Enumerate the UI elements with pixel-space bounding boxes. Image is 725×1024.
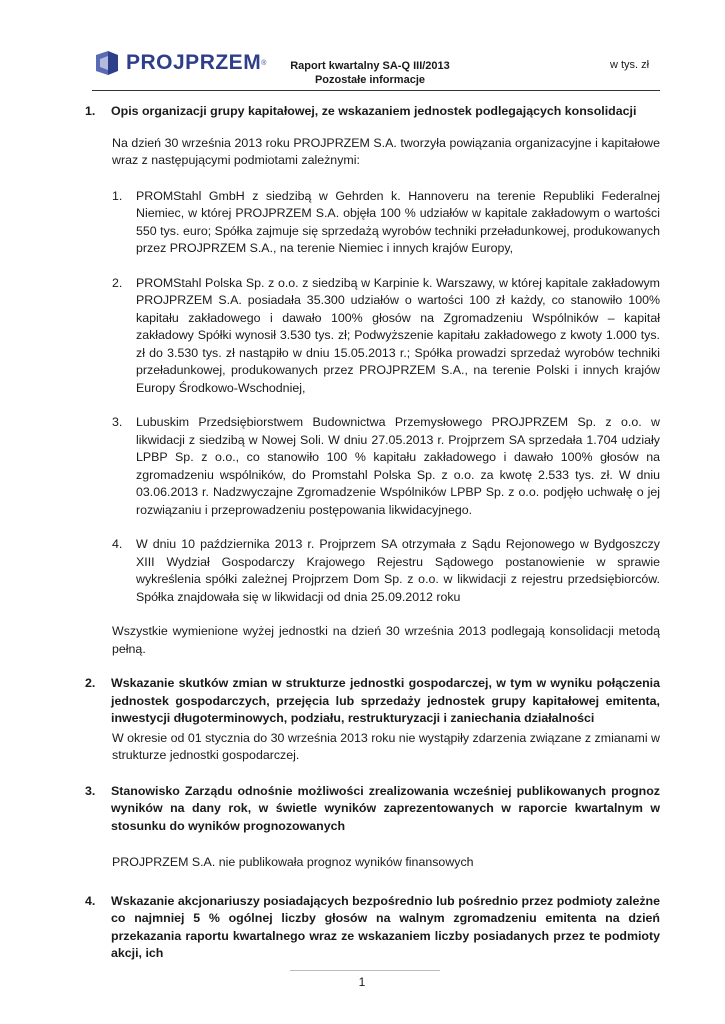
section-1-intro: Na dzień 30 września 2013 roku PROJPRZEM S.A. tworzyła powiązania organizacyjne i kapitałowe wraz z następującymi podmiotami zależnymi:: [112, 135, 660, 167]
item-number: 3.: [112, 415, 123, 429]
item-number: 4.: [112, 537, 123, 551]
report-title-line1: Raport kwartalny SA-Q III/2013: [290, 60, 450, 72]
item-number: 1.: [112, 188, 123, 203]
section-2-body: W okresie od 01 stycznia do 30 września 2013 roku nie wystąpiły zdarzenia związane z zmianami w strukturze jednostki gospodarczej.: [112, 730, 660, 762]
section-3-body: PROJPRZEM S.A. nie publikowała prognoz wyników finansowych: [112, 855, 474, 869]
item-number: 2.: [112, 275, 123, 290]
item-text: W dniu 10 października 2013 r. Projprzem SA otrzymała z Sądu Rejonowego w Bydgoszczy XIII Wydział Gospodarczy Krajowego Rejestru Sądowego postanowienie w sprawie wykreślenia spółki zależnej Projprzem Dom Sp. z o.o. w likwidacji z rejestru przedsiębiorców. Spółka znajdowała się w likwidacji od dnia 25.09.2012 roku: [136, 537, 660, 604]
header-divider: [92, 90, 660, 91]
page-header: [0, 0, 725, 92]
section-number: 4.: [85, 893, 96, 908]
subsidiary-item: [112, 536, 660, 606]
item-text: PROMStahl Polska Sp. z o.o. z siedzibą w Karpinie k. Warszawy, w której kapitale zakładowym PROJPRZEM S.A. posiadała 35.300 udziałów o wartości 100 zł każdy, co stanowiło 100% kapitału zakładowego i dawało 100% głosów na Zgromadzeniu Wspólników – kapitał zakładowy Spółki wynosił 3.530 tys. zł; Podwyższenie kapitału zakładowego z kwoty 1.000 tys. zł do 3.530 tys. zł nastąpiło w dniu 15.05.2013 r.; Spółka prowadzi sprzedaż wyrobów techniki przeładunkowej, produkowanych przez PROJPRZEM S.A., na terenie Polski i innych krajów Europy Środkowo-Wschodniej,: [136, 275, 660, 395]
item-text: PROMStahl GmbH z siedzibą w Gehrden k. Hannoveru na terenie Republiki Federalnej Niemiec, w której PROJPRZEM S.A. objęła 100 % udziałów w kapitale zakładowym o wartości 550 tys. euro; Spółka zajmuje się sprzedażą wyrobów techniki przeładunkowej, produkowanych przez PROJPRZEM S.A., na terenie Niemiec i innych krajów Europy,: [136, 188, 660, 255]
report-title: [285, 59, 455, 87]
logo-text: PROJPRZEM: [126, 51, 262, 74]
section-4-heading: [85, 893, 660, 963]
section-title: Wskazanie skutków zmian w strukturze jednostki gospodarczej, w tym w wyniku połączenia jednostek gospodarczych, przejęcia lub sprzedaży jednostek grupy kapitałowej emitenta, inwestycji długoterminowych, podziału, restrukturyzacji i zaniechania działalności: [111, 676, 660, 725]
section-number: 1.: [85, 104, 96, 118]
unit-label: w tys. zł: [610, 59, 650, 71]
report-title-line2: Pozostałe informacje: [314, 74, 426, 86]
section-number: 2.: [85, 676, 96, 690]
section-title: Wskazanie akcjonariuszy posiadających bezpośrednio lub pośrednio przez podmioty zależne co najmniej 5 % ogólnej liczby głosów na walnym zgromadzeniu emitenta na dzień przekazania raportu kwartalnego wraz ze wskazaniem liczby posiadanych przez te podmioty akcji, ich: [111, 893, 660, 960]
section-number: 3.: [85, 783, 96, 798]
section-title: Stanowisko Zarządu odnośnie możliwości zrealizowania wcześniej publikowanych prognoz wyników na dany rok, w świetle wyników zaprezentowanych w raporcie kwartalnym w stosunku do wyników prognozowanych: [111, 783, 660, 833]
document-body: [85, 103, 660, 963]
section-2-heading: [85, 675, 660, 728]
subsidiary-item: [112, 275, 660, 398]
section-1-closing: Wszystkie wymienione wyżej jednostki na dzień 30 września 2013 podlegają konsolidacji metodą pełną.: [112, 624, 660, 656]
section-1-heading: [85, 103, 660, 121]
subsidiary-item: [112, 188, 660, 258]
page-number: 1: [358, 975, 366, 989]
footer-divider: [290, 970, 440, 971]
logo-mark-icon: [94, 51, 120, 75]
company-logo: [94, 51, 266, 75]
section-3-heading: [85, 783, 660, 836]
item-text: Lubuskim Przedsiębiorstwem Budownictwa Przemysłowego PROJPRZEM Sp. z o.o. w likwidacji z siedzibą w Nowej Soli. W dniu 27.05.2013 r. Projprzem SA sprzedała 1.704 udziały LPBP Sp. z o.o., co stanowiło 100 % kapitału zakładowego i dawało 100% głosów na zgromadzeniu wspólników, do Promstahl Polska Sp. z o.o. za kwotę 2.533 tys. zł. W dniu 03.06.2013 r. Nadzwyczajne Zgromadzenie Wspólników LPBP Sp. z o.o. podjęło uchwałę o jej rozwiązaniu i przeprowadzeniu postępowania likwidacyjnego.: [136, 415, 660, 517]
subsidiary-item: [112, 414, 660, 519]
logo-registered-mark: ®: [261, 59, 267, 67]
section-title: Opis organizacji grupy kapitałowej, ze wskazaniem jednostek podlegających konsolidacji: [111, 104, 637, 118]
